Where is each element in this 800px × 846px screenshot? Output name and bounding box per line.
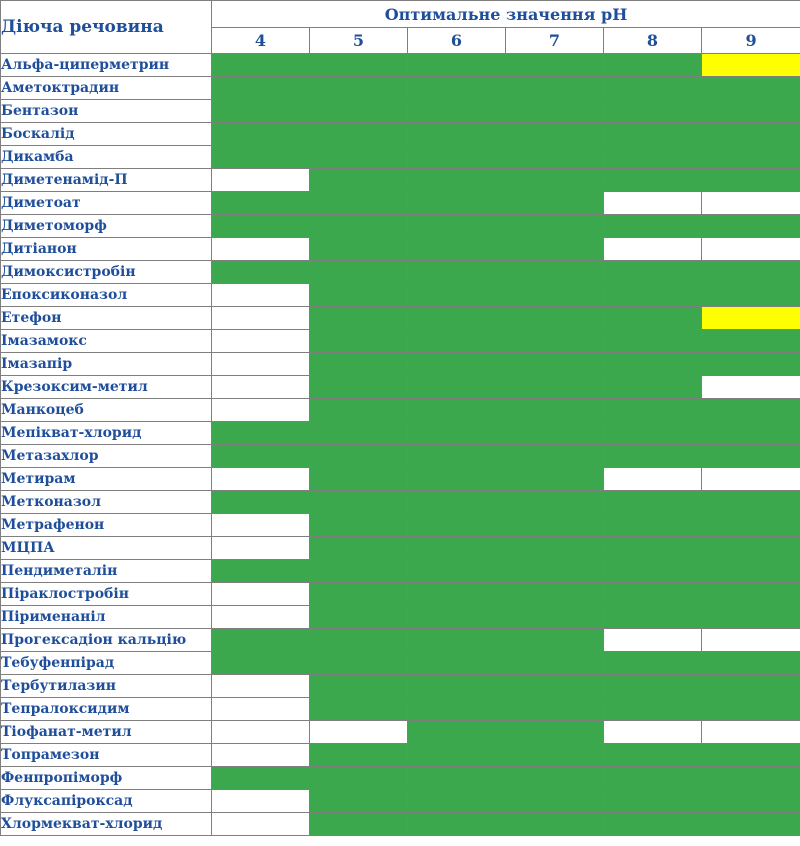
ph-cell-6 (408, 675, 506, 698)
ph-cell-4 (212, 330, 310, 353)
ph-cell-9 (702, 514, 800, 537)
ph-cell-5 (310, 399, 408, 422)
ph-cell-9 (702, 399, 800, 422)
table-row (1, 790, 800, 813)
table-row (1, 169, 800, 192)
ph-cell-4 (212, 813, 310, 836)
substance-name: Метазахлор (1, 445, 212, 468)
ph-cell-8 (604, 514, 702, 537)
ph-cell-7 (506, 54, 604, 77)
ph-cell-6 (408, 261, 506, 284)
ph-cell-6 (408, 514, 506, 537)
ph-cell-6 (408, 560, 506, 583)
ph-column-9: 9 (702, 28, 800, 54)
ph-column-5: 5 (310, 28, 408, 54)
ph-cell-9 (702, 537, 800, 560)
substance-name: Метконазол (1, 491, 212, 514)
substance-name: Аметоктрадин (1, 77, 212, 100)
ph-cell-8 (604, 353, 702, 376)
ph-cell-9 (702, 445, 800, 468)
ph-cell-9 (702, 215, 800, 238)
ph-cell-7 (506, 514, 604, 537)
ph-cell-4 (212, 675, 310, 698)
ph-cell-9 (702, 675, 800, 698)
ph-cell-4 (212, 284, 310, 307)
ph-cell-6 (408, 537, 506, 560)
table-row (1, 560, 800, 583)
ph-cell-9 (702, 652, 800, 675)
ph-cell-6 (408, 813, 506, 836)
ph-cell-8 (604, 606, 702, 629)
ph-cell-9 (702, 721, 800, 744)
substance-name: Пірименаніл (1, 606, 212, 629)
ph-cell-7 (506, 767, 604, 790)
ph-cell-6 (408, 767, 506, 790)
ph-cell-9 (702, 77, 800, 100)
ph-cell-7 (506, 215, 604, 238)
table-row (1, 721, 800, 744)
ph-cell-9 (702, 629, 800, 652)
ph-cell-4 (212, 629, 310, 652)
ph-cell-8 (604, 399, 702, 422)
ph-cell-8 (604, 77, 702, 100)
substance-name: Дикамба (1, 146, 212, 169)
table-row (1, 77, 800, 100)
ph-cell-7 (506, 330, 604, 353)
ph-cell-5 (310, 238, 408, 261)
ph-cell-9 (702, 100, 800, 123)
ph-cell-4 (212, 54, 310, 77)
ph-cell-7 (506, 192, 604, 215)
ph-cell-9 (702, 192, 800, 215)
ph-cell-4 (212, 146, 310, 169)
ph-cell-4 (212, 491, 310, 514)
ph-cell-9 (702, 468, 800, 491)
ph-cell-8 (604, 100, 702, 123)
ph-cell-4 (212, 422, 310, 445)
ph-cell-6 (408, 698, 506, 721)
ph-cell-8 (604, 261, 702, 284)
ph-cell-5 (310, 445, 408, 468)
table-row (1, 192, 800, 215)
substance-name: Крезоксим-метил (1, 376, 212, 399)
ph-cell-5 (310, 790, 408, 813)
substance-name: Тербутилазин (1, 675, 212, 698)
ph-cell-8 (604, 560, 702, 583)
ph-cell-7 (506, 698, 604, 721)
ph-cell-5 (310, 560, 408, 583)
table-body (1, 54, 800, 836)
ph-cell-8 (604, 721, 702, 744)
ph-cell-9 (702, 353, 800, 376)
ph-cell-8 (604, 698, 702, 721)
table-row (1, 491, 800, 514)
ph-cell-8 (604, 422, 702, 445)
ph-cell-6 (408, 491, 506, 514)
ph-cell-5 (310, 192, 408, 215)
ph-cell-7 (506, 790, 604, 813)
substance-name: Етефон (1, 307, 212, 330)
table-row (1, 123, 800, 146)
substance-name: Імазамокс (1, 330, 212, 353)
ph-cell-4 (212, 123, 310, 146)
ph-cell-5 (310, 698, 408, 721)
substance-name: Диметенамід-П (1, 169, 212, 192)
ph-cell-4 (212, 353, 310, 376)
ph-cell-8 (604, 675, 702, 698)
ph-cell-8 (604, 146, 702, 169)
ph-cell-9 (702, 330, 800, 353)
table-row (1, 284, 800, 307)
ph-cell-8 (604, 284, 702, 307)
ph-cell-6 (408, 583, 506, 606)
ph-cell-7 (506, 606, 604, 629)
ph-cell-7 (506, 583, 604, 606)
ph-cell-5 (310, 261, 408, 284)
ph-cell-5 (310, 767, 408, 790)
ph-cell-7 (506, 123, 604, 146)
ph-cell-6 (408, 192, 506, 215)
ph-cell-4 (212, 583, 310, 606)
ph-cell-7 (506, 813, 604, 836)
ph-column-7: 7 (506, 28, 604, 54)
ph-cell-7 (506, 376, 604, 399)
ph-cell-4 (212, 169, 310, 192)
ph-cell-9 (702, 583, 800, 606)
table-row (1, 698, 800, 721)
ph-cell-5 (310, 468, 408, 491)
ph-cell-5 (310, 146, 408, 169)
ph-cell-7 (506, 422, 604, 445)
table-row (1, 215, 800, 238)
table-row (1, 422, 800, 445)
ph-cell-7 (506, 100, 604, 123)
ph-cell-6 (408, 146, 506, 169)
ph-cell-4 (212, 744, 310, 767)
table-row (1, 583, 800, 606)
ph-cell-8 (604, 54, 702, 77)
ph-cell-5 (310, 652, 408, 675)
table-row (1, 307, 800, 330)
ph-cell-4 (212, 445, 310, 468)
table-row (1, 652, 800, 675)
ph-cell-7 (506, 721, 604, 744)
ph-cell-8 (604, 652, 702, 675)
ph-cell-8 (604, 192, 702, 215)
substance-name: Хлормекват-хлорид (1, 813, 212, 836)
ph-cell-4 (212, 215, 310, 238)
ph-cell-5 (310, 422, 408, 445)
ph-cell-6 (408, 169, 506, 192)
ph-cell-4 (212, 652, 310, 675)
ph-cell-8 (604, 238, 702, 261)
ph-cell-4 (212, 376, 310, 399)
ph-cell-5 (310, 330, 408, 353)
substance-name: Диметоморф (1, 215, 212, 238)
ph-cell-6 (408, 399, 506, 422)
ph-cell-8 (604, 123, 702, 146)
ph-cell-5 (310, 215, 408, 238)
ph-cell-6 (408, 100, 506, 123)
substance-name: Боскалід (1, 123, 212, 146)
ph-cell-4 (212, 307, 310, 330)
ph-cell-6 (408, 215, 506, 238)
ph-cell-9 (702, 307, 800, 330)
substance-name: Тепралоксидим (1, 698, 212, 721)
ph-cell-6 (408, 353, 506, 376)
ph-cell-5 (310, 583, 408, 606)
ph-column-8: 8 (604, 28, 702, 54)
ph-cell-8 (604, 790, 702, 813)
ph-cell-5 (310, 376, 408, 399)
ph-cell-6 (408, 606, 506, 629)
ph-cell-7 (506, 560, 604, 583)
table-row (1, 330, 800, 353)
ph-cell-5 (310, 169, 408, 192)
substance-name: МЦПА (1, 537, 212, 560)
ph-cell-8 (604, 491, 702, 514)
ph-cell-8 (604, 468, 702, 491)
ph-cell-4 (212, 238, 310, 261)
ph-cell-5 (310, 629, 408, 652)
ph-cell-6 (408, 54, 506, 77)
table-row (1, 54, 800, 77)
substance-name: Прогексадіон кальцію (1, 629, 212, 652)
ph-cell-7 (506, 399, 604, 422)
ph-cell-7 (506, 77, 604, 100)
ph-cell-4 (212, 560, 310, 583)
ph-cell-8 (604, 330, 702, 353)
ph-cell-8 (604, 376, 702, 399)
table-row (1, 353, 800, 376)
ph-cell-6 (408, 330, 506, 353)
table-row (1, 100, 800, 123)
substance-name: Піраклостробін (1, 583, 212, 606)
ph-cell-5 (310, 54, 408, 77)
ph-cell-6 (408, 468, 506, 491)
substance-name: Димоксистробін (1, 261, 212, 284)
ph-cell-8 (604, 813, 702, 836)
ph-cell-9 (702, 422, 800, 445)
substance-name: Бентазон (1, 100, 212, 123)
ph-cell-5 (310, 537, 408, 560)
ph-cell-8 (604, 767, 702, 790)
ph-cell-7 (506, 652, 604, 675)
ph-cell-7 (506, 284, 604, 307)
ph-cell-7 (506, 146, 604, 169)
table-row (1, 629, 800, 652)
substance-name: Епоксиконазол (1, 284, 212, 307)
ph-cell-6 (408, 238, 506, 261)
substance-name: Манкоцеб (1, 399, 212, 422)
table-row (1, 514, 800, 537)
ph-cell-6 (408, 721, 506, 744)
ph-cell-9 (702, 169, 800, 192)
ph-cell-8 (604, 215, 702, 238)
ph-cell-7 (506, 491, 604, 514)
ph-cell-4 (212, 399, 310, 422)
ph-cell-6 (408, 77, 506, 100)
ph-cell-9 (702, 376, 800, 399)
substance-name: Фенпропіморф (1, 767, 212, 790)
ph-cell-7 (506, 675, 604, 698)
substance-column-header: Діюча речовина (1, 1, 212, 54)
table-row (1, 675, 800, 698)
ph-cell-5 (310, 606, 408, 629)
ph-cell-9 (702, 767, 800, 790)
substance-name: Метирам (1, 468, 212, 491)
table-row (1, 146, 800, 169)
ph-cell-5 (310, 744, 408, 767)
ph-cell-5 (310, 675, 408, 698)
substance-name: Диметоат (1, 192, 212, 215)
ph-cell-4 (212, 514, 310, 537)
ph-cell-9 (702, 284, 800, 307)
ph-cell-6 (408, 284, 506, 307)
substance-name: Флуксапіроксад (1, 790, 212, 813)
ph-cell-4 (212, 100, 310, 123)
ph-cell-9 (702, 238, 800, 261)
ph-cell-5 (310, 100, 408, 123)
ph-cell-5 (310, 721, 408, 744)
ph-cell-8 (604, 307, 702, 330)
ph-cell-9 (702, 491, 800, 514)
substance-name: Пендиметалін (1, 560, 212, 583)
ph-cell-4 (212, 468, 310, 491)
ph-cell-5 (310, 307, 408, 330)
ph-cell-6 (408, 422, 506, 445)
substance-name: Дитіанон (1, 238, 212, 261)
table-row (1, 744, 800, 767)
substance-name: Тебуфенпірад (1, 652, 212, 675)
ph-cell-4 (212, 77, 310, 100)
ph-cell-9 (702, 123, 800, 146)
ph-cell-8 (604, 629, 702, 652)
ph-cell-5 (310, 491, 408, 514)
ph-cell-5 (310, 284, 408, 307)
table-row (1, 261, 800, 284)
ph-cell-9 (702, 698, 800, 721)
table-row (1, 445, 800, 468)
ph-cell-8 (604, 583, 702, 606)
ph-cell-9 (702, 560, 800, 583)
ph-cell-7 (506, 261, 604, 284)
ph-cell-8 (604, 445, 702, 468)
ph-cell-6 (408, 652, 506, 675)
table-row (1, 376, 800, 399)
substance-name: Тіофанат-метил (1, 721, 212, 744)
table-row (1, 767, 800, 790)
ph-cell-7 (506, 537, 604, 560)
table-row (1, 813, 800, 836)
table-row (1, 606, 800, 629)
ph-cell-9 (702, 261, 800, 284)
ph-column-4: 4 (212, 28, 310, 54)
ph-cell-9 (702, 790, 800, 813)
ph-cell-7 (506, 468, 604, 491)
ph-cell-4 (212, 261, 310, 284)
ph-cell-4 (212, 767, 310, 790)
ph-cell-5 (310, 77, 408, 100)
ph-cell-6 (408, 123, 506, 146)
ph-cell-8 (604, 169, 702, 192)
ph-cell-4 (212, 537, 310, 560)
ph-cell-4 (212, 192, 310, 215)
ph-cell-7 (506, 353, 604, 376)
ph-cell-7 (506, 307, 604, 330)
substance-name: Альфа-циперметрин (1, 54, 212, 77)
ph-cell-8 (604, 537, 702, 560)
ph-cell-7 (506, 169, 604, 192)
substance-name: Мепікват-хлорид (1, 422, 212, 445)
ph-cell-4 (212, 698, 310, 721)
ph-cell-4 (212, 790, 310, 813)
ph-cell-8 (604, 744, 702, 767)
ph-cell-9 (702, 813, 800, 836)
table-row (1, 537, 800, 560)
substance-name: Метрафенон (1, 514, 212, 537)
ph-title-header: Оптимальне значення pH (212, 1, 800, 28)
ph-cell-9 (702, 146, 800, 169)
ph-cell-7 (506, 238, 604, 261)
ph-cell-6 (408, 629, 506, 652)
ph-cell-5 (310, 813, 408, 836)
ph-cell-6 (408, 445, 506, 468)
ph-cell-6 (408, 744, 506, 767)
ph-cell-5 (310, 514, 408, 537)
ph-cell-7 (506, 629, 604, 652)
ph-cell-5 (310, 353, 408, 376)
table-row (1, 468, 800, 491)
ph-cell-5 (310, 123, 408, 146)
ph-cell-9 (702, 606, 800, 629)
ph-cell-9 (702, 54, 800, 77)
ph-cell-4 (212, 721, 310, 744)
ph-cell-6 (408, 307, 506, 330)
ph-cell-6 (408, 376, 506, 399)
ph-cell-9 (702, 744, 800, 767)
ph-cell-4 (212, 606, 310, 629)
ph-cell-7 (506, 744, 604, 767)
substance-name: Імазапір (1, 353, 212, 376)
substance-name: Топрамезон (1, 744, 212, 767)
ph-column-6: 6 (408, 28, 506, 54)
ph-cell-6 (408, 790, 506, 813)
table-row (1, 238, 800, 261)
ph-cell-7 (506, 445, 604, 468)
table-row (1, 399, 800, 422)
